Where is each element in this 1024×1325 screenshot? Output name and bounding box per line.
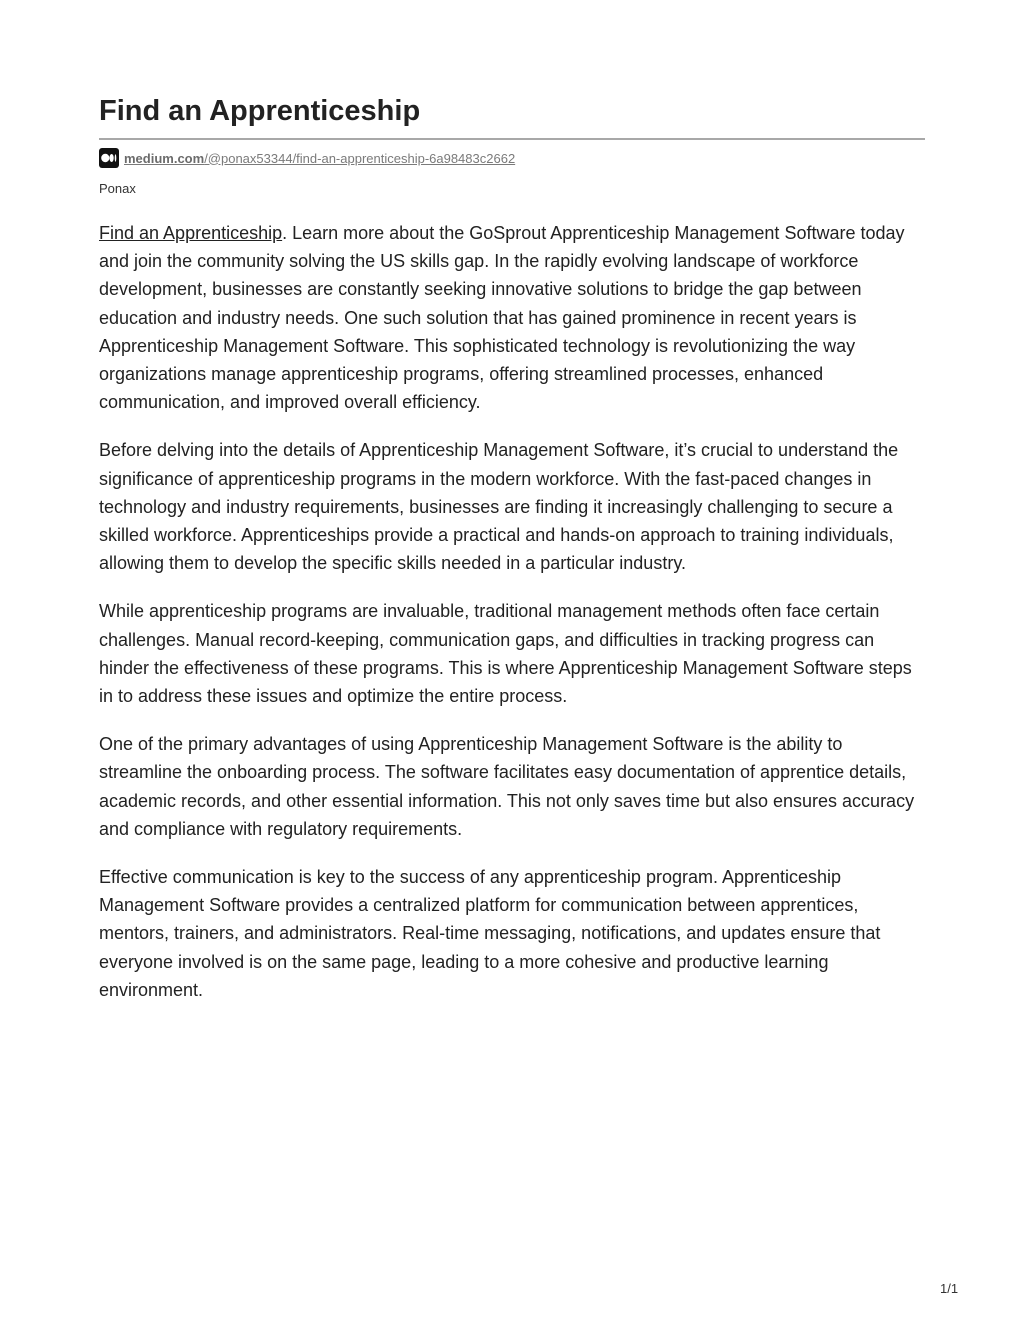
source-url-link[interactable] [124, 151, 515, 166]
article-paragraph-2: Before delving into the details of Apprenticeship Management Software, it’s crucial to understand the significance of apprenticeship programs in the modern workforce. With the fast-paced changes in technology and industry requirements, businesses are finding it increasingly challenging to secure a skilled workforce. Apprenticeships provide a practical and hands-on approach to training individuals, allowing them to develop the specific skills needed in a particular industry. [99, 440, 899, 574]
source-path: /@ponax53344/find-an-apprenticeship-6a98483c2662 [204, 150, 516, 166]
title-divider [99, 138, 925, 140]
article-paragraph-5: Effective communication is key to the success of any apprenticeship program. Apprenticeship Management Software provides a centralized platform for communication between apprentices, mentors, trainers, and administrators. Real-time messaging, notifications, and updates ensure that everyone involved is on the same page, leading to a more cohesive and productive learning environment. [99, 867, 881, 1000]
page-number: 1/1 [940, 1281, 959, 1296]
article-paragraph-1 [99, 219, 925, 416]
source-domain: medium.com [124, 150, 205, 166]
intro-text: . Learn more about the GoSprout Apprenticeship Management Software today and join the community solving the US skills gap. In the rapidly evolving landscape of workforce development, businesses are constantly seeking innovative solutions to bridge the gap between education and industry needs. One such solution that has gained prominence in recent years is Apprenticeship Management Software. This sophisticated technology is revolutionizing the way organizations manage apprenticeship programs, offering streamlined processes, enhanced communication, and improved overall efficiency. [99, 223, 905, 413]
article-body [99, 219, 925, 1024]
article-paragraph-3: While apprenticeship programs are invaluable, traditional management methods often face certain challenges. Manual record-keeping, communication gaps, and difficulties in tracking progress can hinder the effectiveness of these programs. This is where Apprenticeship Management Software steps in to address these issues and optimize the entire process. [99, 601, 912, 707]
find-apprenticeship-link[interactable]: Find an Apprenticeship [99, 223, 283, 243]
article-paragraph-4: One of the primary advantages of using Apprenticeship Management Software is the ability to streamline the onboarding process. The software facilitates easy documentation of apprentice details, academic records, and other essential information. This not only saves time but also ensures accuracy and compliance with regulatory requirements. [99, 734, 915, 839]
author-name: Ponax [99, 181, 136, 196]
source-line [99, 148, 515, 168]
medium-icon [99, 148, 119, 168]
page-title: Find an Apprenticeship [99, 95, 421, 127]
